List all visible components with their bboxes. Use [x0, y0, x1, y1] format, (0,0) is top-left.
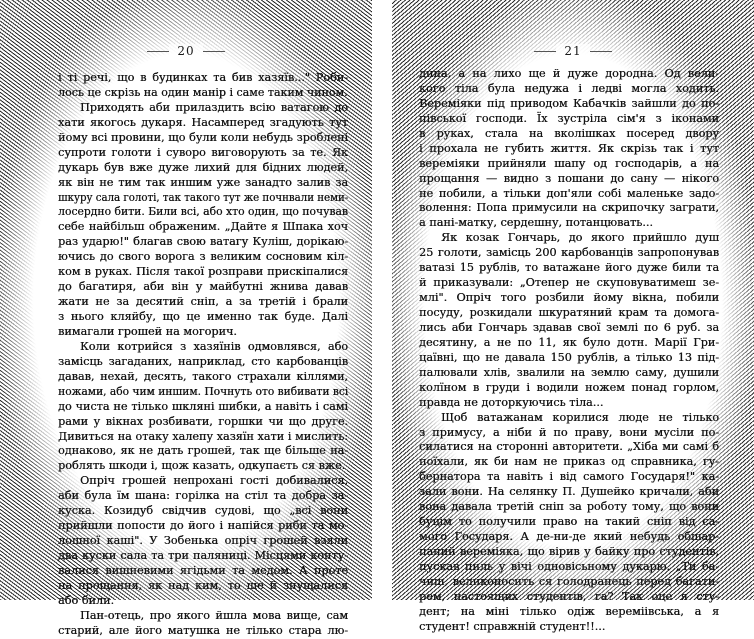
text-line: два куски сала та три паляниці. Місцями конту-: [58, 549, 348, 562]
left-page: [0, 0, 372, 637]
text-line: цаївні, що не давала 150 рублів, а тілько 13 під-: [419, 350, 719, 364]
text-line: лись аби Гончарь здавав свої землі по 6 руб. за: [419, 320, 719, 334]
text-line: Дивиться на отаку халепу хазяїн хати і мислить:: [58, 429, 348, 443]
text-line: замісць загаданих, наприклад, сто карбованців: [58, 354, 348, 368]
text-line: Як козак Гончарь, до якого прийшло душ: [441, 231, 719, 245]
text-line: і ті речі, що в будинках та бив хазяїв..." Роби-: [58, 71, 348, 84]
text-line: дент; на міні тілько одіж вереміівська, а я: [419, 604, 719, 618]
text-line: бернатора та навіть і від самого Госудаpя!" ка-: [419, 470, 719, 484]
text-line: як він не тим так иншим уже занадто залив за: [58, 175, 348, 189]
text-line: з нього кляйбу, що це именно так буде. Далі: [58, 310, 348, 323]
text-line: лосердно бити. Били всі, або хто один, що почував: [58, 205, 348, 219]
text-line: силатися на сторонні авторитети. „Хіба ми самі б: [419, 440, 719, 454]
text-line: супроти голоти і суворо виговорують за те. Як: [58, 145, 348, 159]
text-line: дукарь був вже дуже лихий для бідних людей,: [58, 160, 348, 174]
text-line: хати якогось дукаря. Насамперед згадують тут: [58, 115, 348, 129]
text-line: ножами, або чим иншим. Почнуть ото вибивати всі: [58, 384, 349, 398]
text-line: ючись до свого ворога з великим сосновим кіл-: [58, 250, 348, 264]
text-line: прийшли попости до його і напійся риби та мо-: [58, 519, 348, 533]
text-line: або били.: [58, 593, 115, 607]
text-line: себе найбільш ображеним. „Дайте я Шпака хоч: [58, 220, 348, 234]
text-line: з примусу, а ніби й по праву, вони мусіли по-: [419, 425, 719, 439]
text-line: паний вереміяка, що вірив у байку про студентів,: [419, 545, 719, 558]
text-line: палювали хлів, звалили на землю саму, душили: [419, 365, 719, 379]
text-line: волення: Попа примусили на скрипочку заграти,: [419, 201, 719, 215]
text-line: Щоб ватажанам корилися люде не тілько: [441, 410, 719, 424]
page-number-rule: [590, 51, 612, 52]
text-line: ватазі 15 рублів, то ватажане його дуже били та: [419, 261, 719, 275]
text-line: й приказували: „Отепер не скуповуватимеш зе-: [419, 276, 719, 290]
text-line: студент! справжній студент!!...: [419, 619, 606, 633]
text-line: пускав пиль у вічі одновісьному дукарю. „Ти ба-: [419, 559, 719, 573]
text-line: колїном в груди і водили ножем понад горлом,: [419, 380, 719, 394]
text-line: кого тіла була недужа і ледві могла ходить.: [419, 81, 719, 95]
text-line: аби була їм шана: горілка на стіл та добра за-: [58, 489, 348, 503]
text-line: ком в руках. Після такої розправи прискіпалися: [58, 265, 348, 279]
text-line: млі". Опріч того розбили йому вікна, побили: [419, 291, 719, 305]
text-line: Пан-отець, про якого йшла мова вище, сам: [80, 608, 348, 622]
text-line: десятину, а не по 11, як було дотн. Марії Гри-: [419, 335, 719, 349]
text-line: 25 голоти, замісць 200 карбованців запропонував: [419, 246, 719, 260]
text-line: давав, нехай, десять, такого страхали кіллями,: [58, 369, 348, 383]
text-line: старий, але його матушка не тілько стара лю-: [58, 623, 348, 637]
text-line: вона давала третій сніп за роботу тому, що вони: [419, 500, 719, 514]
page-number-left: [0, 44, 372, 58]
right-page: [392, 0, 754, 633]
text-line: валися вишневими ягідьми та медом. А проте: [58, 563, 348, 577]
text-line: не побили, а тільки доп'яли собі маленьке задо-: [419, 186, 719, 200]
text-line: правда не доторкуючись тіла...: [419, 395, 604, 409]
text-line: однаково, як не дать грошей, так ще більше на-: [58, 444, 348, 458]
text-line: рами у вікнах розбивати, горшки чи що друге.: [58, 414, 348, 428]
text-line: лошної каші". У Зобенька опріч грошей взяли: [58, 534, 348, 548]
book-gutter: [372, 0, 392, 600]
text-line: буцім то получили право на такий сніп від са-: [419, 515, 719, 529]
text-line: Коли котрийся з хазяїнів одмовлявся, або: [80, 339, 348, 353]
text-line: до чиста не тілько шкляні шибки, а навіть і самі: [58, 399, 348, 413]
text-line: зали вони. На селянку П. Душейко кричали, аби: [419, 485, 719, 499]
text-line: Приходять аби прилаздить всію ватагою до: [80, 100, 348, 114]
text-line: вереміяки прийняли шапу од господарів, а на: [419, 156, 719, 170]
text-line: поїхали, як би нам не приказ од справника, гу-: [419, 455, 719, 469]
text-line: Опріч грошей непрохані гості добивалися,: [80, 474, 348, 488]
page-number-rule: [203, 51, 225, 52]
page-number-left-label: 20: [169, 44, 202, 58]
text-line: вимагали грошей на могорич.: [58, 324, 237, 338]
text-line: куска. Козидуб свідчив судові, що „всі вони: [58, 504, 348, 518]
page-number-right-label: 21: [556, 44, 589, 58]
text-line: шкуру сала голоті, так такого тут же почнвали неми-: [58, 190, 349, 204]
text-line: в руках, стала на вколішках посеред двору: [419, 126, 719, 140]
page-number-rule: [147, 51, 169, 52]
left-page-text: [58, 71, 348, 639]
text-line: Вереміяки під приводом Кабачків зайшли до по-: [419, 96, 719, 110]
text-line: і прохала не губить життя. Як скрізь так і тут: [419, 141, 719, 155]
text-line: раз ударю!" благав свою ватагу Куліш, дорікаю-: [58, 235, 348, 249]
text-line: до багатиря, аби він у майбутні жнива давав: [58, 280, 348, 294]
page-number-rule: [534, 51, 556, 52]
text-line: прощання — видно з пошани до сану — нікого: [419, 171, 719, 185]
page-number-right: [392, 44, 754, 58]
text-line: а пані-матку, сердешну, потанцювать...: [419, 216, 653, 230]
text-line: йому всі провини, що були коли небудь зроблені: [58, 130, 348, 144]
text-line: на прощання, як над ким, то ще й знущалися: [58, 578, 348, 592]
text-line: мого Государя. А де-ни-де який небудь обшар-: [419, 530, 719, 544]
text-line: дина, а на лихо ще й дуже дородна. Од вели-: [419, 67, 719, 80]
text-line: лось це скрізь на один манір і саме таким чином.: [58, 85, 348, 99]
text-line: посуду, розкидали шкуратяний крам та домога-: [419, 306, 719, 319]
text-line: жати не за десятий сніп, а за третій і брали: [58, 295, 348, 309]
text-line: рем, настоящих студентів, га? Так оце я сту-: [419, 589, 719, 603]
text-line: чиш, великоносить ся голодранець перед багати-: [419, 574, 719, 588]
text-line: півської господи. Їх зустріла сім'я з іконами: [419, 111, 719, 125]
text-line: роблять шкоди і, щож казать, одкупаєть ся вже.: [58, 459, 346, 473]
right-page-text: [419, 67, 719, 635]
